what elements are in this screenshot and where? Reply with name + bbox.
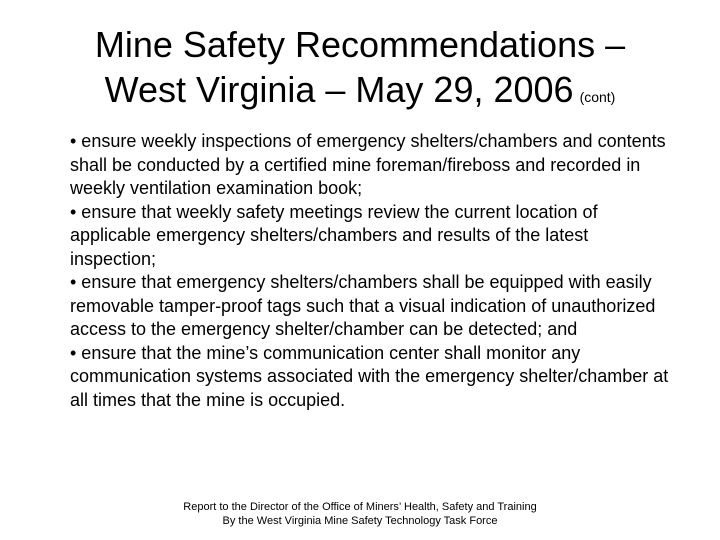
title-cont-suffix: (cont): [579, 89, 616, 105]
footer-line-1: Report to the Director of the Office of Miners’ Health, Safety and Training: [183, 501, 537, 513]
slide-title: [0, 22, 720, 112]
footer-citation: [0, 500, 720, 528]
footer-line-2: By the West Virginia Mine Safety Technology Task Force: [222, 515, 498, 527]
bullet-list: [70, 130, 670, 412]
bullet-item: • ensure that the mine’s communication center shall monitor any communication systems associated with the emergency shelter/chamber at all times that the mine is occupied.: [70, 342, 669, 410]
title-line-2-text: West Virginia – May 29, 2006: [104, 69, 574, 110]
title-line-1: Mine Safety Recommendations –: [94, 24, 626, 65]
title-line-2: [0, 67, 720, 112]
bullet-item: • ensure weekly inspections of emergency shelters/chambers and contents shall be conducted by a certified mine foreman/fireboss and recorded in weekly ventilation examination book;: [70, 131, 666, 198]
bullet-item: • ensure that weekly safety meetings review the current location of applicable emergency shelters/chambers and results of the latest inspection;: [70, 201, 598, 269]
bullet-item: • ensure that emergency shelters/chambers shall be equipped with easily removable tamper-proof tags such that a visual indication of unauthorized access to the emergency shelter/chamber can be detected; and: [70, 272, 656, 339]
